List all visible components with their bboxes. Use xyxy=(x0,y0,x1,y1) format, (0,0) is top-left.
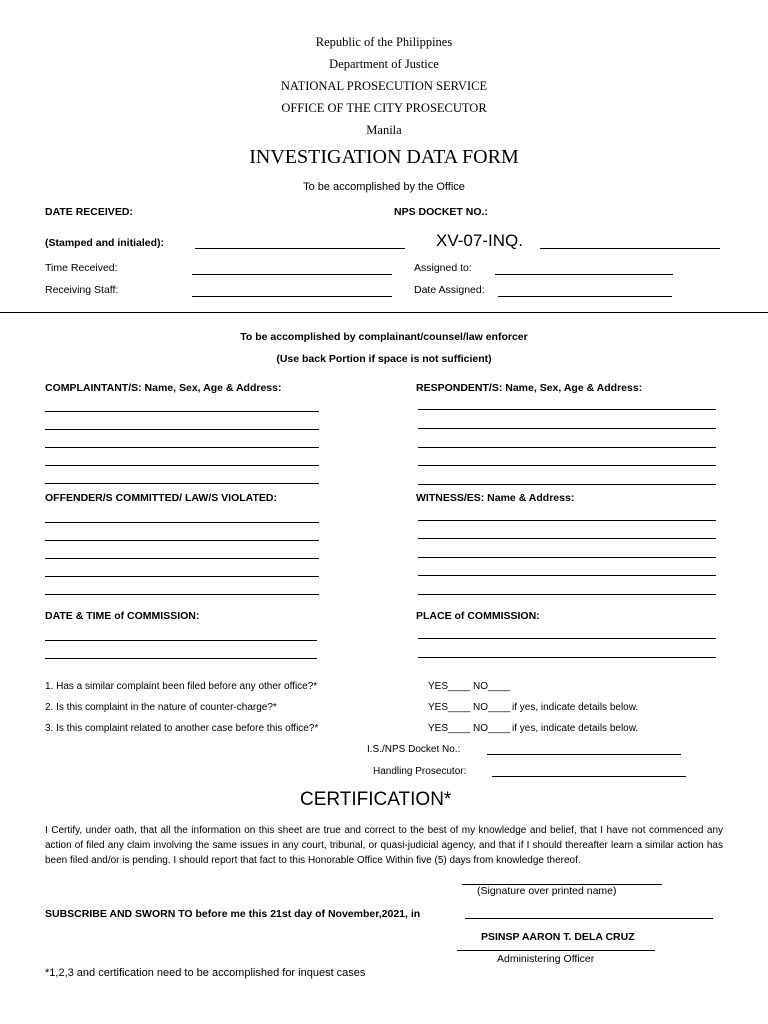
sworn-place-field[interactable] xyxy=(465,918,713,919)
officer-signature-line[interactable] xyxy=(457,950,655,951)
witness-line[interactable] xyxy=(418,575,716,576)
time-received-field[interactable] xyxy=(192,274,392,275)
question-2-text: 2. Is this complaint in the nature of counter-charge?* xyxy=(45,702,277,713)
handling-prosecutor-label: Handling Prosecutor: xyxy=(373,766,467,777)
officer-title: Administering Officer xyxy=(497,953,595,965)
offense-line[interactable] xyxy=(45,576,319,577)
date-assigned-label: Date Assigned: xyxy=(414,284,485,296)
signature-label: (Signature over printed name) xyxy=(477,885,617,897)
assigned-to-field[interactable] xyxy=(495,274,673,275)
respondent-line[interactable] xyxy=(418,484,716,485)
date-assigned-field[interactable] xyxy=(498,296,672,297)
office-section-heading: To be accomplished by the Office xyxy=(303,181,465,193)
respondent-line[interactable] xyxy=(418,428,716,429)
offense-label: OFFENDER/S COMMITTED/ LAW/S VIOLATED: xyxy=(45,492,277,504)
sworn-text: SUBSCRIBE AND SWORN TO before me this 21st day of November,2021, in xyxy=(45,908,421,920)
offense-line[interactable] xyxy=(45,540,319,541)
receiving-staff-label: Receiving Staff: xyxy=(45,284,119,296)
respondent-line[interactable] xyxy=(418,409,716,410)
form-title: INVESTIGATION DATA FORM xyxy=(249,146,519,168)
is-nps-docket-field[interactable] xyxy=(487,754,681,755)
header-republic: Republic of the Philippines xyxy=(315,35,453,49)
complainant-line[interactable] xyxy=(45,447,319,448)
nps-docket-field[interactable] xyxy=(540,248,720,249)
date-received-label: DATE RECEIVED: xyxy=(45,206,133,218)
receiving-staff-field[interactable] xyxy=(192,296,392,297)
header-nps: NATIONAL PROSECUTION SERVICE xyxy=(280,79,488,93)
offense-line[interactable] xyxy=(45,522,319,523)
nps-docket-label: NPS DOCKET NO.: xyxy=(394,206,488,218)
question-3-note: if yes, indicate details below. xyxy=(512,723,639,734)
date-time-line[interactable] xyxy=(45,640,317,641)
complainant-line[interactable] xyxy=(45,465,319,466)
time-received-label: Time Received: xyxy=(45,262,118,274)
complainant-line[interactable] xyxy=(45,429,319,430)
complainant-line[interactable] xyxy=(45,483,319,484)
complainant-line[interactable] xyxy=(45,411,319,412)
respondents-label: RESPONDENT/S: Name, Sex, Age & Address: xyxy=(416,382,643,394)
date-time-label: DATE & TIME of COMMISSION: xyxy=(45,610,200,622)
witness-line[interactable] xyxy=(418,520,716,521)
question-2-note: if yes, indicate details below. xyxy=(512,702,639,713)
header-city: Manila xyxy=(366,123,402,137)
handling-prosecutor-field[interactable] xyxy=(492,776,686,777)
date-time-line[interactable] xyxy=(45,658,317,659)
is-nps-docket-label: I.S./NPS Docket No.: xyxy=(367,744,461,755)
stamped-field[interactable] xyxy=(195,248,405,249)
question-2-answer[interactable]: YES____ NO____ xyxy=(428,702,511,713)
question-1-text: 1. Has a similar complaint been filed before any other office?* xyxy=(45,681,318,692)
section-divider xyxy=(0,312,768,313)
docket-prefix: XV-07-INQ. xyxy=(436,231,523,250)
complainants-label: COMPLAINTANT/S: Name, Sex, Age & Address: xyxy=(45,382,282,394)
complainant-section-note: (Use back Portion if space is not sufficient) xyxy=(276,353,492,365)
question-3-text: 3. Is this complaint related to another case before this office?* xyxy=(45,723,319,734)
header-department: Department of Justice xyxy=(329,57,439,71)
witnesses-label: WITNESS/ES: Name & Address: xyxy=(416,492,575,504)
place-line[interactable] xyxy=(418,638,716,639)
footnote: *1,2,3 and certification need to be accomplished for inquest cases xyxy=(45,967,366,979)
offense-line[interactable] xyxy=(45,558,319,559)
assigned-to-label: Assigned to: xyxy=(414,262,472,274)
complainant-section-heading: To be accomplished by complainant/counsel/law enforcer xyxy=(240,331,528,343)
place-line[interactable] xyxy=(418,657,716,658)
offense-line[interactable] xyxy=(45,594,319,595)
witness-line[interactable] xyxy=(418,557,716,558)
respondent-line[interactable] xyxy=(418,465,716,466)
witness-line[interactable] xyxy=(418,538,716,539)
question-3-answer[interactable]: YES____ NO____ xyxy=(428,723,511,734)
witness-line[interactable] xyxy=(418,594,716,595)
officer-name: PSINSP AARON T. DELA CRUZ xyxy=(481,931,635,943)
question-1-answer[interactable]: YES____ NO____ xyxy=(428,681,511,692)
place-label: PLACE of COMMISSION: xyxy=(416,610,540,622)
respondent-line[interactable] xyxy=(418,447,716,448)
header-office: OFFICE OF THE CITY PROSECUTOR xyxy=(281,101,487,115)
certification-title: CERTIFICATION* xyxy=(300,789,452,810)
certification-body: I Certify, under oath, that all the information on this sheet are true and correct to the best of my knowledge and belief, that I have not commenced any action of filed any claim involving the same issues in any court, tribunal, or quasi-judicial agency, and that if I should thereafter learn a similar action has been filed and/or is pending. I should report that fact to this Honorable Office Within five (5) days from knowledge thereof. xyxy=(45,825,723,866)
stamped-label: (Stamped and initialed): xyxy=(45,237,165,249)
